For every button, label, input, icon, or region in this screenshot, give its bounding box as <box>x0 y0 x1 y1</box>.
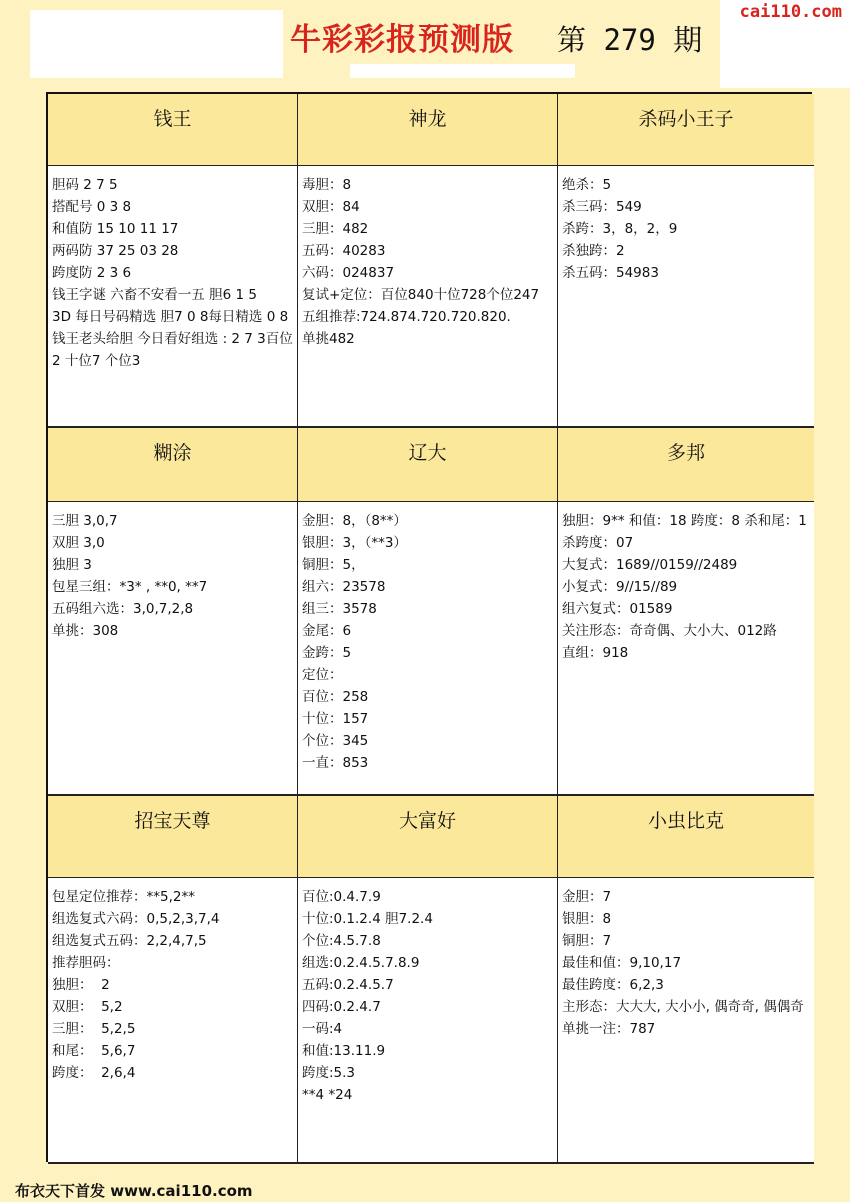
section-header-hutu: 糊涂 <box>48 428 298 502</box>
prediction-line: 百位:0.4.7.9 <box>302 889 381 905</box>
prediction-line: 金跨：5 <box>302 645 352 661</box>
prediction-line: 组六复式：01589 <box>562 601 673 617</box>
section-content-dafuhao <box>298 878 558 1164</box>
prediction-line: 金尾：6 <box>302 623 352 639</box>
prediction-line: 银胆：3，（**3） <box>302 535 407 551</box>
prediction-line: 和值:13.11.9 <box>302 1043 386 1059</box>
section-header-duobang: 多邦 <box>558 428 814 502</box>
prediction-line: 一直：853 <box>302 755 369 771</box>
prediction-line: 铜胆：5， <box>302 557 365 573</box>
section-header-liaoda: 辽大 <box>298 428 558 502</box>
prediction-line: 复试+定位：百位840十位728个位247 <box>302 287 540 303</box>
prediction-line: 定位： <box>302 667 343 683</box>
prediction-line: 最佳跨度：6,2,3 <box>562 977 664 993</box>
prediction-line: 跨度防 2 3 6 <box>52 265 132 281</box>
prediction-line: 杀三码：549 <box>562 199 642 215</box>
prediction-line: 五码：40283 <box>302 243 386 259</box>
page-title: 牛彩彩报预测版 <box>290 22 514 58</box>
prediction-line: 金胆：8，（8**） <box>302 513 407 529</box>
prediction-line: 四码:0.2.4.7 <box>302 999 381 1015</box>
prediction-line: 杀五码：54983 <box>562 265 659 281</box>
prediction-line: 大复式：1689//0159//2489 <box>562 557 738 573</box>
prediction-line: 组三：3578 <box>302 601 377 617</box>
section-content-shenlong <box>298 166 558 428</box>
header-subtitle-strip <box>350 64 575 78</box>
prediction-line: 跨度:5.3 <box>302 1065 356 1081</box>
prediction-line: 杀跨：3，8，2，9 <box>562 221 678 237</box>
section-content-qianwang <box>48 166 298 428</box>
section-content-shama <box>558 166 814 428</box>
prediction-line: 包星定位推荐：**5,2** <box>52 889 195 905</box>
prediction-table <box>46 92 812 1162</box>
section-header-xiaochong: 小虫比克 <box>558 796 814 878</box>
prediction-line: 十位：157 <box>302 711 369 727</box>
prediction-line: 单挑：308 <box>52 623 119 639</box>
prediction-line: 推荐胆码： <box>52 955 120 971</box>
section-header-dafuhao: 大富好 <box>298 796 558 878</box>
prediction-line: 单挑一注：787 <box>562 1021 656 1037</box>
prediction-line: 组选复式六码：0,5,2,3,7,4 <box>52 911 220 927</box>
section-header-qianwang: 钱王 <box>48 94 298 166</box>
prediction-line: 独胆 3 <box>52 557 92 573</box>
prediction-line: 双胆 3,0 <box>52 535 105 551</box>
prediction-line: 和尾： 5,6,7 <box>52 1043 136 1059</box>
prediction-line: 双胆：84 <box>302 199 360 215</box>
prediction-line: 杀独跨：2 <box>562 243 625 259</box>
prediction-line: 三胆：482 <box>302 221 369 237</box>
section-header-shenlong: 神龙 <box>298 94 558 166</box>
prediction-line: 五组推荐:724.874.720.720.820. <box>302 309 511 325</box>
prediction-line: 和值防 15 10 11 17 <box>52 221 179 237</box>
prediction-line: 三胆 3,0,7 <box>52 513 118 529</box>
prediction-line: 单挑482 <box>302 331 355 347</box>
header-blank-left <box>30 10 283 78</box>
section-header-zhaobao: 招宝天尊 <box>48 796 298 878</box>
prediction-line: 绝杀：5 <box>562 177 612 193</box>
prediction-line: 毒胆：8 <box>302 177 352 193</box>
prediction-line: 关注形态：奇奇偶、大小大、012路 <box>562 623 777 639</box>
section-content-duobang <box>558 502 814 796</box>
prediction-line: 双胆： 5,2 <box>52 999 123 1015</box>
prediction-line: 胆码 2 7 5 <box>52 177 118 193</box>
prediction-line: 个位：345 <box>302 733 369 749</box>
prediction-line: 直组：918 <box>562 645 629 661</box>
prediction-line: 独胆：9** 和值：18 跨度：8 杀和尾：1 杀跨度：07 <box>562 513 812 551</box>
prediction-line: **4 *24 <box>302 1087 353 1103</box>
prediction-line: 3D 每日号码精选 胆7 0 8每日精选 0 8 <box>52 309 289 325</box>
prediction-line: 组六：23578 <box>302 579 386 595</box>
prediction-line: 组选复式五码：2,2,4,7,5 <box>52 933 207 949</box>
section-content-xiaochong <box>558 878 814 1164</box>
issue-number: 第 279 期 <box>557 23 703 57</box>
prediction-line: 个位:4.5.7.8 <box>302 933 381 949</box>
section-content-zhaobao <box>48 878 298 1164</box>
prediction-line: 搭配号 0 3 8 <box>52 199 132 215</box>
prediction-line: 钱王字谜 六畜不安看一五 胆6 1 5 <box>52 287 257 303</box>
prediction-line: 金胆：7 <box>562 889 612 905</box>
site-logo-text[interactable]: cai110.com <box>739 2 842 22</box>
prediction-line: 五码组六选：3,0,7,2,8 <box>52 601 194 617</box>
prediction-line: 跨度： 2,6,4 <box>52 1065 136 1081</box>
prediction-line: 包星三组：*3* , **0, **7 <box>52 579 208 595</box>
prediction-line: 铜胆：7 <box>562 933 612 949</box>
prediction-line: 最佳和值：9,10,17 <box>562 955 682 971</box>
prediction-line: 六码：024837 <box>302 265 395 281</box>
prediction-line: 钱王老头给胆 今日看好组选 : 2 7 3百位2 十位7 个位3 <box>52 331 293 369</box>
section-content-liaoda <box>298 502 558 796</box>
prediction-line: 主形态：大大大, 大小小, 偶奇奇, 偶偶奇 <box>562 999 804 1015</box>
section-content-hutu <box>48 502 298 796</box>
prediction-line: 十位:0.1.2.4 胆7.2.4 <box>302 911 433 927</box>
prediction-line: 一码:4 <box>302 1021 343 1037</box>
section-header-shama: 杀码小王子 <box>558 94 814 166</box>
prediction-line: 独胆： 2 <box>52 977 110 993</box>
footer-site-text: 布衣天下首发 www.cai110.com <box>15 1182 253 1200</box>
prediction-line: 小复式：9//15//89 <box>562 579 678 595</box>
prediction-line: 银胆：8 <box>562 911 612 927</box>
prediction-line: 两码防 37 25 03 28 <box>52 243 179 259</box>
prediction-line: 三胆： 5,2,5 <box>52 1021 136 1037</box>
prediction-line: 五码:0.2.4.5.7 <box>302 977 394 993</box>
prediction-line: 百位：258 <box>302 689 369 705</box>
prediction-line: 组选:0.2.4.5.7.8.9 <box>302 955 420 971</box>
